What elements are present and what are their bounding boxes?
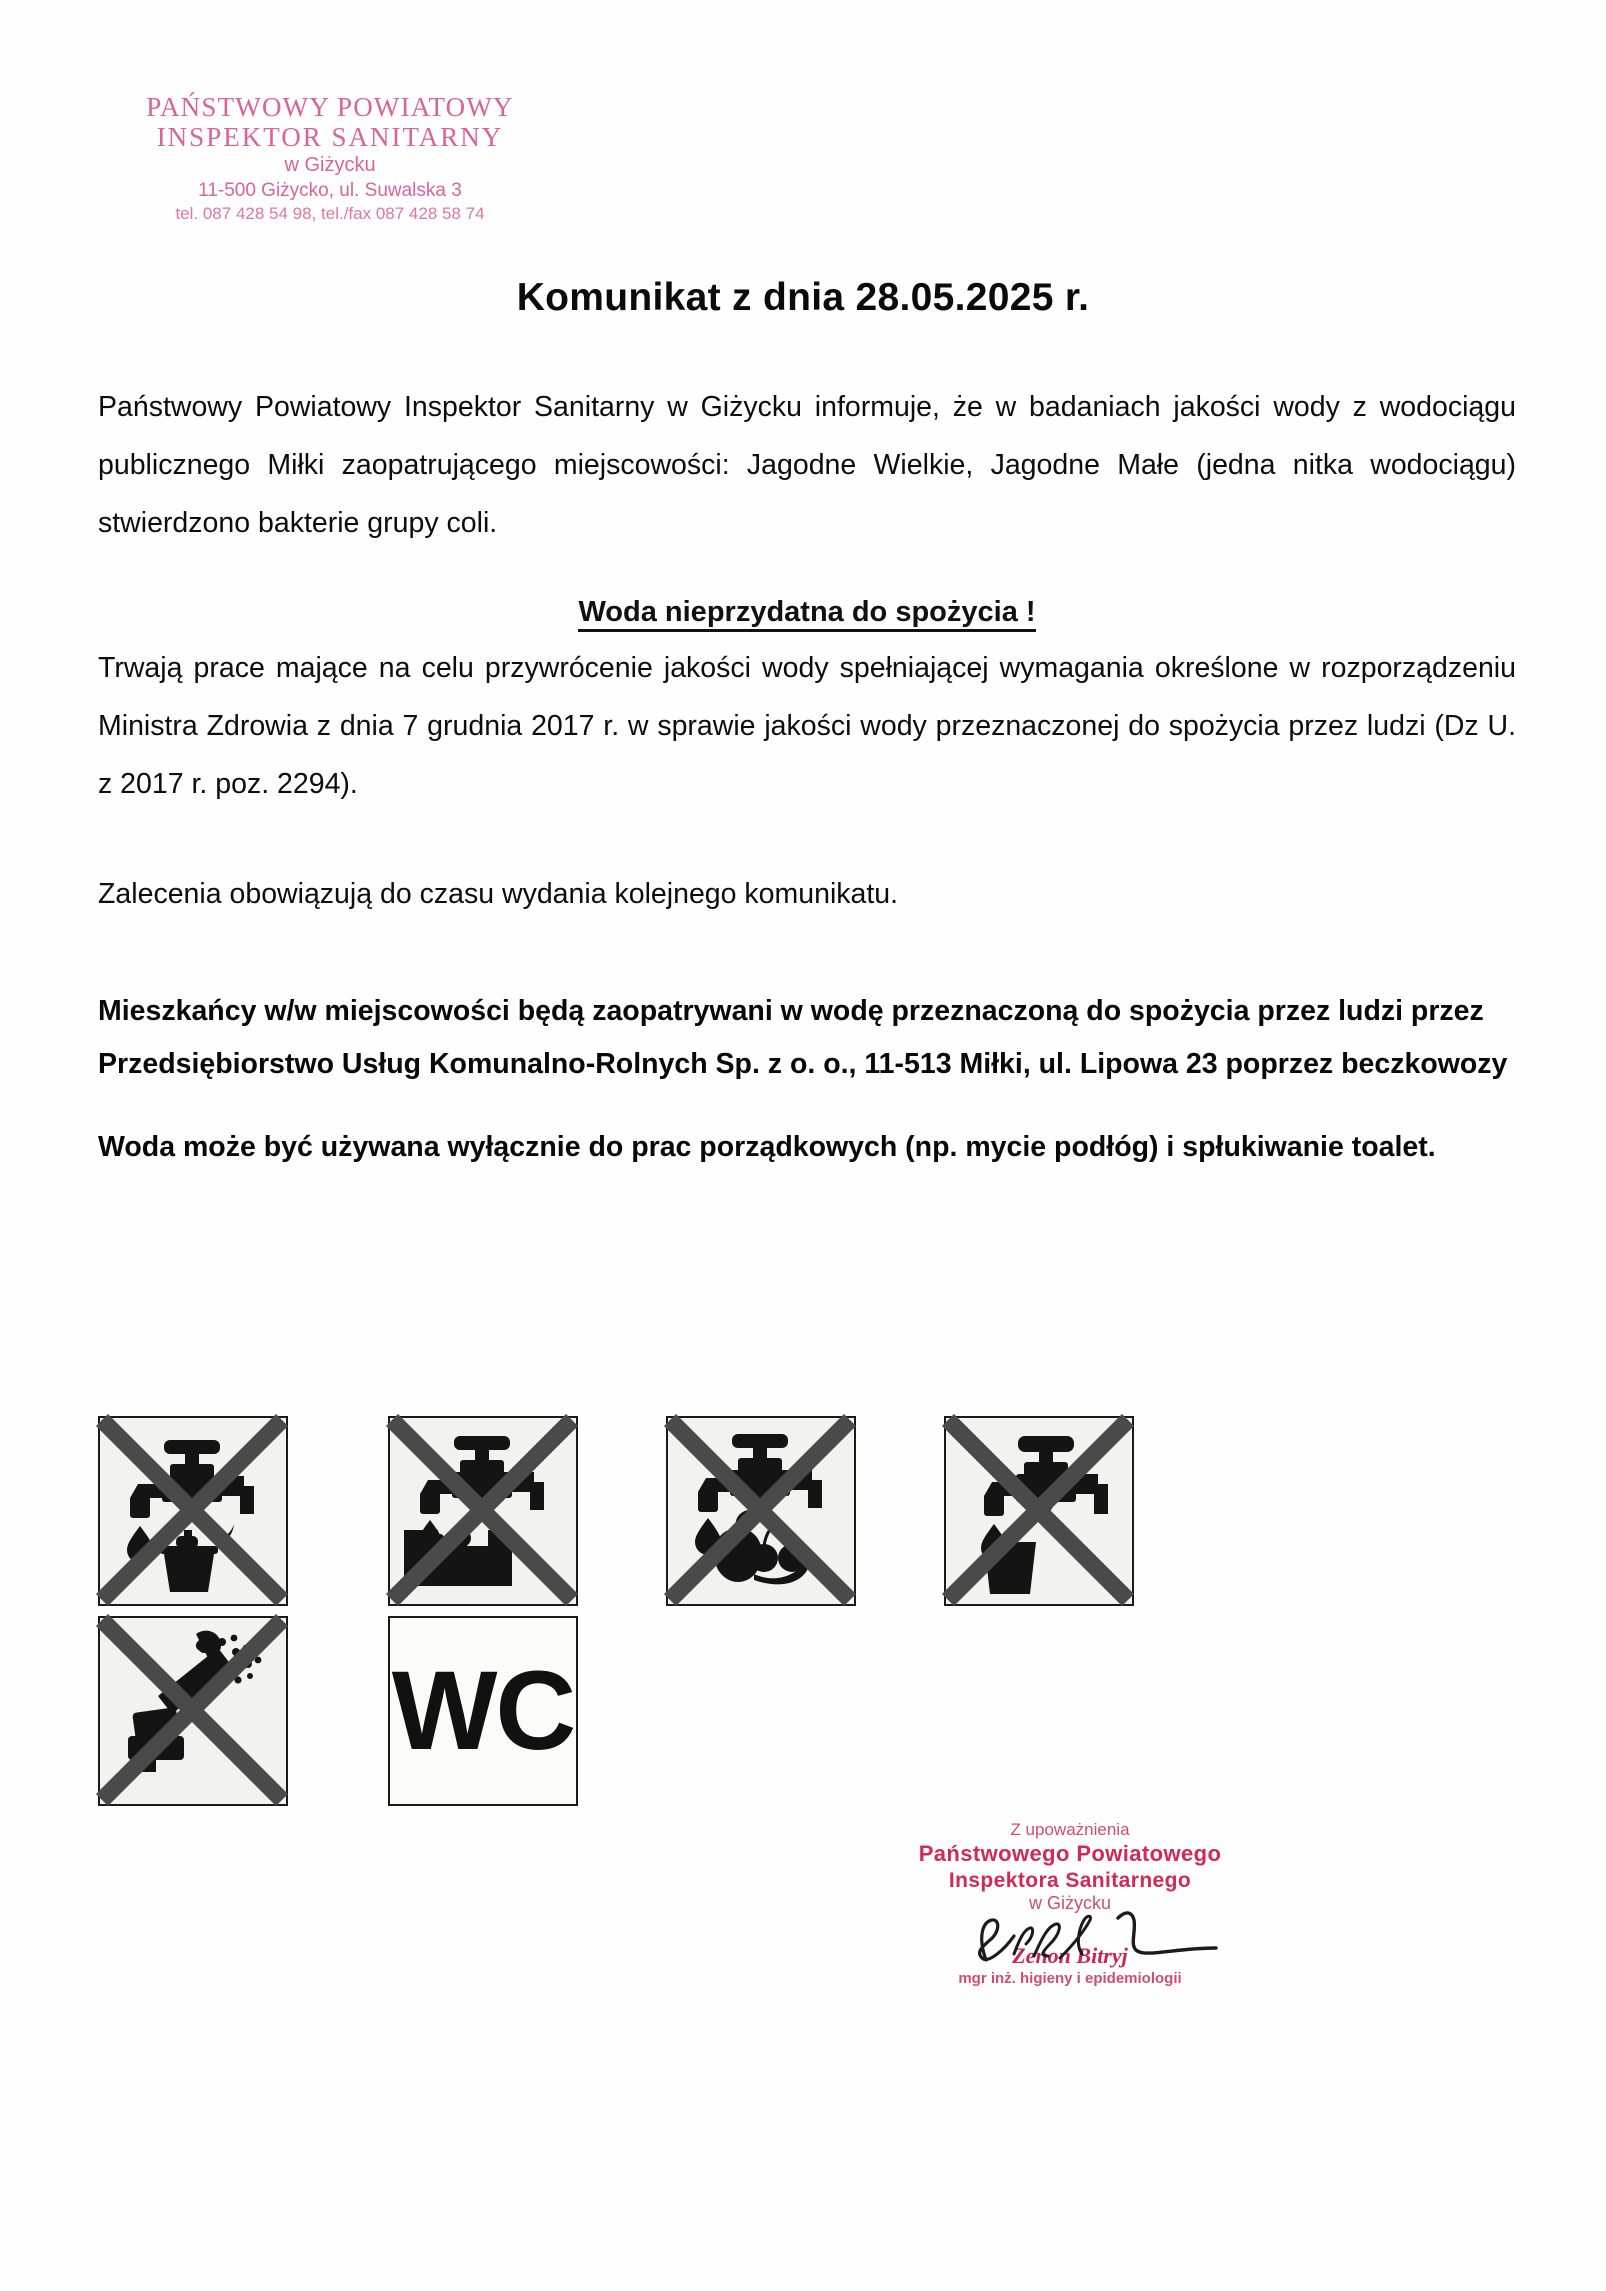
pictogram-no-washing-fruit: [666, 1416, 856, 1606]
tap-and-baby-bath-icon: [388, 1416, 578, 1606]
pictogram-no-cooking: [98, 1416, 288, 1606]
notice-supply-info: Mieszkańcy w/w miejscowości będą zaopatrywani w wodę przeznaczoną do spożycia przez ludzi przez Przedsiębiorstwo Usług Komunalno-Rolnych Sp. z o. o., 11-513 Miłki, ul. Lipowa 23 poprzez beczkowozy: [98, 995, 1508, 1080]
signature-stamp: [900, 1820, 1240, 1988]
pictogram-row-1: [98, 1416, 1278, 1606]
page-title: Komunikat z dnia 28.05.2025 r.: [516, 276, 1090, 319]
document-body: [98, 378, 1516, 1174]
tap-and-glass-icon: [944, 1416, 1134, 1606]
pictogram-no-baby-bathing: [388, 1416, 578, 1606]
signature-qualification: mgr inż. higieny i epidemiologii: [958, 1969, 1182, 1987]
tap-and-fruit-glyph: [668, 1418, 850, 1600]
handwritten-signature-icon: [930, 1898, 1240, 1978]
shower-icon: [98, 1616, 288, 1806]
pictogram-row-2: [98, 1616, 1278, 1806]
pictogram-no-showering: [98, 1616, 288, 1806]
pictogram-toilet-allowed: [388, 1616, 578, 1806]
tap-and-baby-bath-glyph: [390, 1418, 572, 1600]
office-header-stamp: [95, 92, 565, 223]
office-stamp-address: 11-500 Giżycko, ul. Suwalska 3: [198, 179, 462, 201]
wc-label: WC: [391, 1648, 575, 1773]
signature-name: Zenon Bitryj: [1012, 1943, 1128, 1969]
spacer: [98, 923, 1516, 985]
warning-notice-text: Woda nieprzydatna do spożycia !: [578, 596, 1035, 632]
spacer: [98, 813, 1516, 865]
shower-glyph: [100, 1618, 282, 1800]
office-stamp-line-2: INSPEKTOR SANITARNY: [156, 122, 504, 153]
warning-notice: [98, 596, 1516, 629]
paragraph-validity: Zalecenia obowiązują do czasu wydania kolejnego komunikatu.: [98, 878, 899, 910]
tap-and-glass-glyph: [946, 1418, 1128, 1600]
pictogram-area: [98, 1416, 1278, 1806]
wc-sign-icon: [388, 1616, 578, 1806]
notice-usage-info: Woda może być używana wyłącznie do prac porządkowych (np. mycie podłóg) i spłukiwanie toalet.: [98, 1131, 1436, 1163]
tap-and-pot-glyph: [100, 1418, 282, 1600]
signature-office-line-2: Inspektora Sanitarnego: [948, 1868, 1192, 1892]
tap-and-pot-icon: [98, 1416, 288, 1606]
paragraph-regulation: Trwają prace mające na celu przywrócenie jakości wody spełniającej wymagania określone w rozporządzeniu Ministra Zdrowia z dnia 7 grudnia 2017 r. w sprawie jakości wody przeznaczonej do spożycia przez ludzi (Dz U. z 2017 r. poz. 2294).: [98, 652, 1516, 800]
signature-authorization-line: Z upoważnienia: [1010, 1820, 1130, 1839]
office-stamp-line-1: PAŃSTWOWY POWIATOWY: [146, 92, 514, 122]
office-stamp-city: w Giżycku: [284, 154, 376, 177]
spacer: [98, 1091, 1516, 1121]
tap-and-fruit-icon: [666, 1416, 856, 1606]
pictogram-no-drinking: [944, 1416, 1134, 1606]
paragraph-intro: Państwowy Powiatowy Inspektor Sanitarny w Giżycku informuje, że w badaniach jakości wody z wodociągu publicznego Miłki zaopatrującego miejscowości: Jagodne Wielkie, Jagodne Małe (jedna nitka wodociągu) stwierdzono bakterie grupy coli.: [98, 391, 1516, 539]
signature-office-line-1: Państwowego Powiatowego: [918, 1840, 1222, 1866]
office-stamp-phone: tel. 087 428 54 98, tel./fax 087 428 58 74: [175, 204, 485, 224]
signature-city: w Giżycku: [1028, 1893, 1111, 1914]
